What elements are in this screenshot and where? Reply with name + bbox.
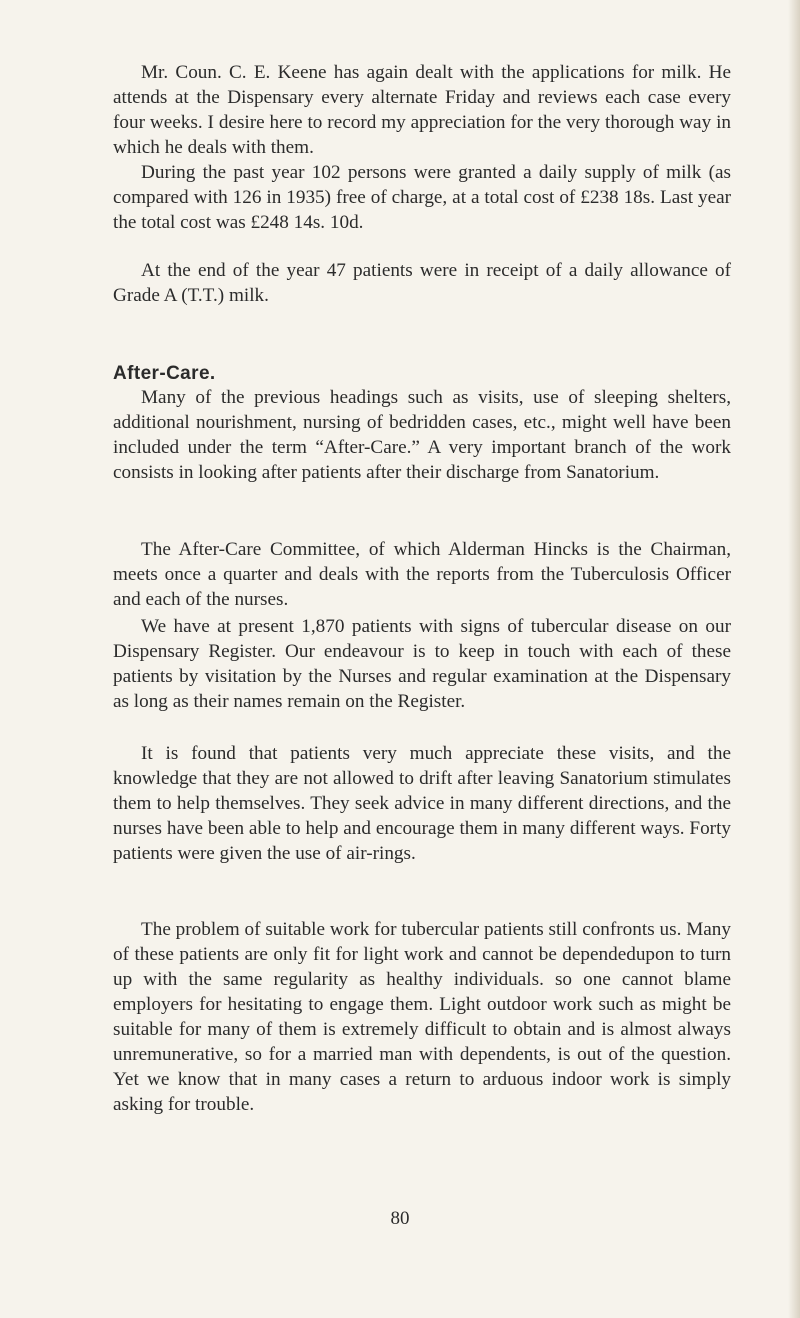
page-number: 80 (390, 1208, 410, 1229)
paragraph-text: At the end of the year 47 patients were in receipt of a daily allowance of Grade A (T.T.) milk. (113, 260, 731, 306)
paragraph-text: Mr. Coun. C. E. Keene has again dealt with the applications for milk. He attends at the Dispensary every alternate Friday and reviews each case every four weeks. I desire here to record my appreciation for the very thorough way in which he deals with them. (113, 62, 731, 158)
paragraph-milk-supply (113, 160, 731, 235)
paragraph-register (113, 614, 731, 714)
paragraph-text: Many of the previous headings such as visits, use of sleeping shelters, additional nourishment, nursing of bedridden cases, etc., might well have been included under the term “After-Care.” A very important branch of the work consists in looking after patients after their discharge from Sanatorium. (113, 387, 731, 483)
paragraph-work-problem (113, 917, 731, 1117)
paragraph-text: During the past year 102 persons were granted a daily supply of milk (as compared with 126 in 1935) free of charge, at a total cost of £238 18s. Last year the total cost was £248 14s. 10d. (113, 162, 731, 233)
section-heading: After-Care. (113, 363, 216, 384)
paragraph-text: The After-Care Committee, of which Alderman Hincks is the Chairman, meets once a quarter and deals with the reports from the Tuberculosis Officer and each of the nurses. (113, 539, 731, 610)
paragraph-grade-a-milk (113, 258, 731, 308)
paragraph-visits (113, 741, 731, 866)
page-edge-shadow (788, 0, 800, 1318)
paragraph-milk-applications (113, 60, 731, 160)
paragraph-after-care-intro (113, 385, 731, 485)
paragraph-committee (113, 537, 731, 612)
paragraph-text: We have at present 1,870 patients with signs of tubercular disease on our Dispensary Register. Our endeavour is to keep in touch with each of these patients by visitation by the Nurses and regular examination at the Dispensary as long as their names remain on the Register. (113, 616, 731, 712)
paragraph-text: The problem of suitable work for tubercular patients still confronts us. Many of these patients are only fit for light work and cannot be dependedupon to turn up with the same regularity as healthy individuals. so one cannot blame employers for hesitating to engage them. Light outdoor work such as might be suitable for many of them is extremely difficult to obtain and is almost always unremunerative, so for a married man with dependents, is out of the question. Yet we know that in many cases a return to arduous indoor work is simply asking for trouble. (113, 919, 731, 1115)
paragraph-text: It is found that patients very much appreciate these visits, and the knowledge that they are not allowed to drift after leaving Sanatorium stimulates them to help themselves. They seek advice in many different directions, and the nurses have been able to help and encourage them in many different ways. Forty patients were given the use of air-rings. (113, 743, 731, 864)
